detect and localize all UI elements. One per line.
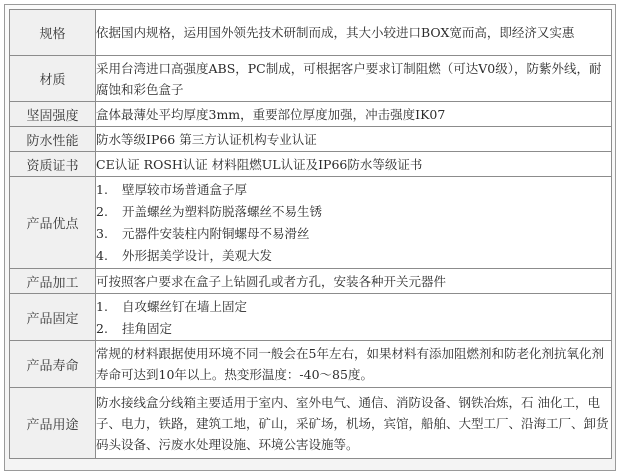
row-label: 产品用途 — [10, 388, 96, 459]
row-value: CE认证 ROSH认证 材料阻燃UL认证及IP66防水等级证书 — [96, 152, 612, 177]
list-item — [96, 317, 611, 339]
table-row — [10, 269, 612, 294]
table-row — [10, 341, 612, 388]
list-text: 开盖螺丝为塑料防脱落螺丝不易生锈 — [122, 204, 323, 219]
row-label: 产品寿命 — [10, 341, 96, 388]
list-item — [96, 179, 611, 201]
table-row — [10, 388, 612, 459]
list-text: 外形据美学设计，美观大发 — [122, 248, 273, 263]
row-value: 防水接线盒分线箱主要适用于室内、室外电气、通信、消防设备、钢铁冶炼，石 油化工，电子、电力，铁路，建筑工地，矿山，采矿场，机场，宾馆，船舶、大型工厂、沿海工厂、卸货码头设备、污废水处理设施、环境公害设施等。 — [96, 388, 612, 459]
list-text: 自攻螺丝钉在墙上固定 — [122, 298, 248, 314]
table-row — [10, 10, 612, 56]
row-value — [96, 177, 612, 269]
row-value: 采用台湾进口高强度ABS，PC制成，可根据客户要求订制阻燃（可达V0级），防紫外线，耐腐蚀和彩色盒子 — [96, 56, 612, 102]
table-row — [10, 177, 612, 269]
row-label: 产品固定 — [10, 294, 96, 341]
list-item — [96, 223, 611, 245]
row-label: 资质证书 — [10, 152, 96, 177]
spec-table — [9, 9, 612, 459]
list-item — [96, 295, 611, 317]
table-row — [10, 152, 612, 177]
row-value: 防水等级IP66 第三方认证机构专业认证 — [96, 127, 612, 152]
table-row — [10, 56, 612, 102]
list-item — [96, 245, 611, 267]
table-row — [10, 102, 612, 127]
row-label: 产品加工 — [10, 269, 96, 294]
list-number: 4. — [96, 248, 108, 263]
row-label: 坚固强度 — [10, 102, 96, 127]
list-text: 元器件安装柱内附铜螺母不易滑丝 — [122, 226, 310, 241]
row-label: 规格 — [10, 10, 96, 56]
list-number: 1. — [96, 182, 108, 197]
list-text: 挂角固定 — [122, 320, 173, 336]
list-number: 1. — [96, 298, 108, 314]
list-item — [96, 201, 611, 223]
list-number: 2. — [96, 320, 108, 336]
row-value: 常规的材料跟据使用环境不同一般会在5年左右，如果材料有添加阻燃剂和防老化剂抗氧化剂寿命可达到10年以上。热变形温度：-40～85度。 — [96, 341, 612, 388]
list-text: 壁厚较市场普通盒子厚 — [122, 182, 248, 197]
row-label: 防水性能 — [10, 127, 96, 152]
row-value — [96, 294, 612, 341]
row-value: 依据国内规格，运用国外领先技术研制而成，其大小较进口BOX宽而高，即经济又实惠 — [96, 10, 612, 56]
row-label: 产品优点 — [10, 177, 96, 269]
table-row — [10, 127, 612, 152]
row-value: 可按照客户要求在盒子上钻圆孔或者方孔，安装各种开关元器件 — [96, 269, 612, 294]
row-label: 材质 — [10, 56, 96, 102]
list-number: 3. — [96, 226, 108, 241]
row-value: 盒体最薄处平均厚度3mm，重要部位厚度加强，冲击强度IK07 — [96, 102, 612, 127]
table-row — [10, 294, 612, 341]
list-number: 2. — [96, 204, 108, 219]
